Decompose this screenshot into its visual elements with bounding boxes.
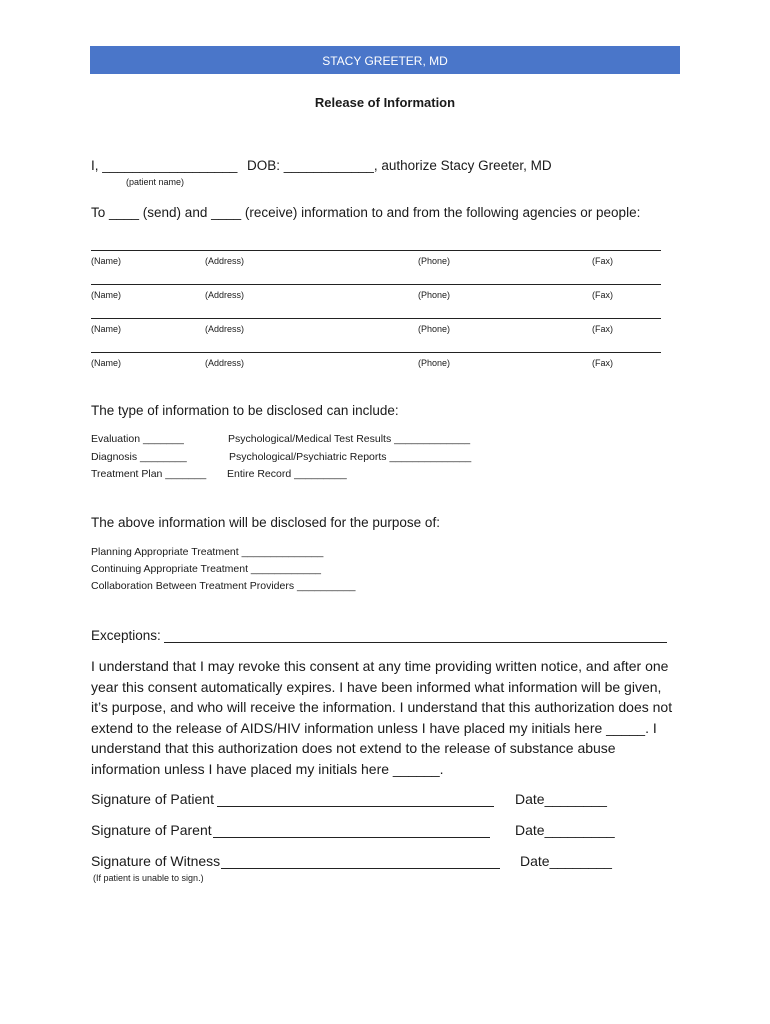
agency-address-label: (Address) (205, 358, 245, 368)
purpose-collaboration: Collaboration Between Treatment Providers __________ (91, 580, 356, 592)
purpose-continuing: Continuing Appropriate Treatment ____________ (91, 563, 322, 575)
practice-banner (90, 46, 680, 74)
signature-parent-label: Signature of Parent (91, 822, 212, 838)
agency-phone-label: (Phone) (418, 290, 451, 300)
signature-patient-date: Date________ (515, 791, 607, 807)
agency-rule-2 (91, 284, 661, 285)
agency-fax-label: (Fax) (592, 324, 613, 334)
info-type-psych-reports: Psychological/Psychiatric Reports ______________ (229, 451, 472, 463)
purpose-planning: Planning Appropriate Treatment ______________ (91, 546, 324, 558)
signature-patient-line (217, 806, 494, 807)
agency-phone-label: (Phone) (418, 324, 451, 334)
info-types-heading: The type of information to be disclosed can include: (91, 403, 399, 418)
signature-parent-date: Date_________ (515, 822, 615, 838)
agency-name-label: (Name) (91, 290, 122, 300)
purpose-heading: The above information will be disclosed for the purpose of: (91, 515, 440, 530)
info-type-diagnosis: Diagnosis ________ (91, 451, 187, 463)
agency-address-label: (Address) (205, 324, 245, 334)
agency-address-label: (Address) (205, 256, 245, 266)
exceptions-line (164, 642, 667, 643)
info-type-test-results: Psychological/Medical Test Results _____________ (228, 433, 471, 445)
form-title: Release of Information (314, 95, 456, 110)
practice-name: STACY GREETER, MD (322, 54, 448, 68)
patient-name-caption: (patient name) (126, 177, 185, 187)
dob-authorize-line: DOB: ____________, authorize Stacy Greeter, MD (247, 158, 552, 173)
consent-text: I understand that I may revoke this consent at any time providing written notice, and after one year this consent automatically expires. I have been informed what information will be given, it’s purpose, and who will receive the information. I understand that this authorization does not extend to the release of AIDS/HIV information unless I have placed my initials here _____. I understand that this authorization does not extend to the release of substance abuse information unless I have placed my initials here ______. (91, 658, 673, 777)
signature-patient-label: Signature of Patient (91, 791, 214, 807)
signature-witness-label: Signature of Witness (91, 853, 221, 869)
agency-rule-3 (91, 318, 661, 319)
exceptions-label: Exceptions: (91, 628, 161, 643)
info-type-entire-record: Entire Record _________ (227, 468, 347, 480)
send-receive-line: To ____ (send) and ____ (receive) information to and from the following agencies or people: (91, 205, 641, 220)
witness-note: (If patient is unable to sign.) (93, 873, 204, 883)
patient-name-line: I, __________________ (91, 158, 238, 173)
info-type-treatment-plan: Treatment Plan _______ (91, 468, 207, 480)
agency-rule-1 (91, 250, 661, 251)
agency-fax-label: (Fax) (592, 358, 613, 368)
agency-name-label: (Name) (91, 358, 122, 368)
agency-name-label: (Name) (91, 256, 122, 266)
agency-phone-label: (Phone) (418, 256, 451, 266)
consent-paragraph (91, 656, 681, 779)
agency-name-label: (Name) (91, 324, 122, 334)
agency-phone-label: (Phone) (418, 358, 451, 368)
signature-witness-date: Date________ (520, 853, 612, 869)
agency-fax-label: (Fax) (592, 256, 613, 266)
info-type-evaluation: Evaluation _______ (91, 433, 184, 445)
agency-rule-4 (91, 352, 661, 353)
signature-witness-line (221, 868, 500, 869)
signature-parent-line (213, 837, 490, 838)
agency-fax-label: (Fax) (592, 290, 613, 300)
agency-address-label: (Address) (205, 290, 245, 300)
